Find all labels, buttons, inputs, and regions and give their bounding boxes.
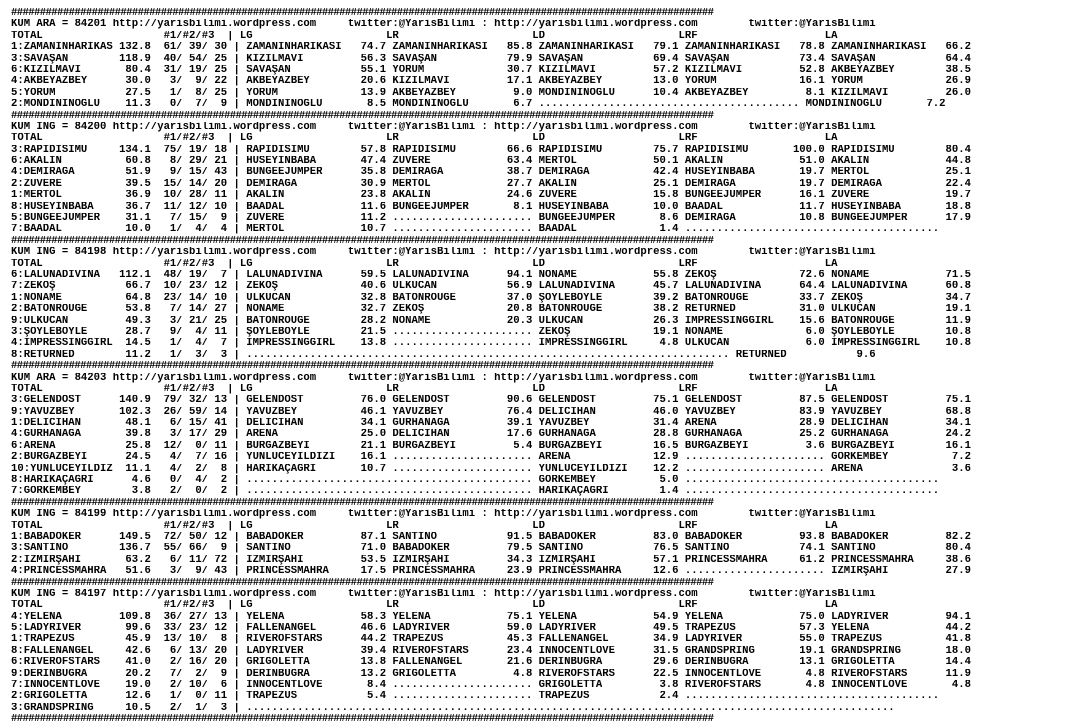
separator-line: ########################################################################################################################## (11, 8, 714, 19)
race-header: KUM ING = 84197 http://yarisbilimi.wordpress.com twitter:@YarisBilimi : http://yarisbilimi.wordpress.com twitter:@YarisBilimi (11, 588, 876, 600)
table-row: 10:YÜNLÜCEYILDIZ 11.1 4/ 2/ 8 | HARİKAÇAĞRI 10.7 ...................... YÜNLÜCEYILDIZI 12.2 ...................... ARENA 3.6 (11, 463, 971, 475)
column-headers: TOTAL #1/#2/#3 | LG LR LD LRF LA (11, 600, 838, 612)
table-row: 9:ÜLKÜCAN 49.3 3/ 21/ 25 | BATONROUGE 28.2 NONAME 20.3 ÜLKÜCAN 26.3 İMPRESSINGGIRL 15.6 BATONROUGE 11.9 (11, 315, 971, 327)
race-block (11, 19, 971, 110)
table-row: 6:RIVEROFSTARS 41.0 2/ 16/ 20 | GRIGOLETTA 13.8 FALLENANGEL 21.6 DERİNBUĞRA 29.6 DERİNBUĞRA 13.1 GRIGOLETTA 14.4 (11, 657, 971, 669)
race-report (11, 8, 971, 726)
table-row: 5:LADYRIVER 99.6 33/ 23/ 12 | FALLENANGEL 46.6 LADYRIVER 59.0 LADYRIVER 49.5 TRAPEZUS 57.3 YELENA 44.2 (11, 623, 971, 635)
table-row: 3:GELENDOST 140.9 79/ 32/ 13 | GELENDOST 76.0 GELENDOST 90.6 GELENDOST 75.1 GELENDOST 87.5 GELENDOST 75.1 (11, 395, 971, 407)
table-row: 1:MERTOL 36.9 10/ 28/ 11 | AKALIN 23.8 AKALIN 24.6 ZUVERE 15.8 BUNGEEJUMPER 16.1 ZUVERE 19.7 (11, 190, 971, 202)
table-row: 9:YAVUZBEY 102.3 26/ 59/ 14 | YAVUZBEY 46.1 YAVUZBEY 76.4 DELİCİHAN 46.0 YAVUZBEY 83.9 YAVUZBEY 68.8 (11, 406, 971, 418)
table-row: 7:ZEKOŞ 66.7 10/ 23/ 12 | ZEKOŞ 40.6 ÜLKÜCAN 56.9 LALUNADIVINA 45.7 LALUNADIVINA 64.4 LALUNADIVINA 60.8 (11, 281, 971, 293)
race-block (11, 509, 971, 577)
table-row: 9:DERİNBUĞRA 20.2 7/ 2/ 9 | DERİNBUĞRA 13.2 GRIGOLETTA 4.8 RIVEROFSTARS 22.5 INNOCENTLOVE 4.8 RIVEROFSTARS 11.9 (11, 668, 971, 680)
table-row: 3:SAVAŞAN 118.9 40/ 54/ 25 | KIZILMAVİ 56.3 SAVAŞAN 79.9 SAVAŞAN 69.4 SAVAŞAN 73.4 SAVAŞAN 64.4 (11, 53, 971, 65)
column-headers: TOTAL #1/#2/#3 | LG LR LD LRF LA (11, 383, 838, 395)
separator-line: ########################################################################################################################## (11, 577, 714, 589)
table-row: 4:İMPRESSINGGIRL 14.5 1/ 4/ 7 | İMPRESSINGGIRL 13.8 ...................... İMPRESSINGGIRL 4.8 ÜLKÜCAN 6.0 İMPRESSINGGIRL 10.8 (11, 338, 971, 350)
table-row: 7:GÖRKEMBEY 3.8 2/ 0/ 2 | ............................................. HARİKAÇAĞRI 1.4 ........................................ (11, 486, 940, 498)
table-row: 2:MONDİNİNOĞLU 11.3 0/ 7/ 9 | MONDİNİNOĞLU 8.5 MONDİNİNOĞLU 6.7 ......................................... MONDİNİNOĞLU 7.2 (11, 99, 946, 111)
table-row: 1:NONAME 64.8 23/ 14/ 10 | ÜLKÜCAN 32.8 BATONROUGE 37.0 ŞOYLEBÖYLE 39.2 BATONROUGE 33.7 ZEKOŞ 34.7 (11, 292, 971, 304)
separator-line: ########################################################################################################################## (11, 235, 714, 247)
race-header: KUM ARA = 84203 http://yarisbilimi.wordpress.com twitter:@YarisBilimi : http://yarisbilimi.wordpress.com twitter:@YarisBilimi (11, 372, 876, 384)
table-row: 2:ZUVERE 39.5 15/ 14/ 20 | DEMİRAĞA 30.9 MERTOL 27.7 AKALIN 25.1 DEMİRAĞA 19.7 DEMİRAĞA 22.4 (11, 178, 971, 190)
table-row: 4:PRİNCESSMAHRA 51.6 3/ 9/ 43 | PRİNCESSMAHRA 17.5 PRİNCESSMAHRA 23.9 PRİNCESSMAHRA 12.6 ...................... İZMİRŞAHİ 27.9 (11, 566, 971, 578)
table-row: 1:TRAPEZUS 45.9 13/ 10/ 8 | RIVEROFSTARS 44.2 TRAPEZUS 45.3 FALLENANGEL 34.9 LADYRIVER 55.0 TRAPEZUS 41.8 (11, 634, 971, 646)
separator-line: ########################################################################################################################## (11, 361, 714, 373)
table-row: 3:GRANDSPRING 10.5 2/ 1/ 3 | ...................................................................................................... (11, 702, 895, 714)
race-header: KUM ING = 84198 http://yarisbilimi.wordpress.com twitter:@YarisBilimi : http://yarisbilimi.wordpress.com twitter:@YarisBilimi (11, 247, 876, 259)
race-header: KUM ARA = 84201 http://yarisbilimi.wordpress.com twitter:@YarisBilimi : http://yarisbilimi.wordpress.com twitter:@YarisBilimi (11, 19, 876, 31)
table-row: 3:SANTİNO 136.7 55/ 66/ 9 | SANTİNO 71.0 BABADÖKER 79.5 SANTİNO 76.5 SANTİNO 74.1 SANTİNO 80.4 (11, 543, 971, 555)
table-row: 7:INNOCENTLOVE 19.0 2/ 10/ 6 | INNOCENTLOVE 8.4 ...................... GRIGOLETTA 3.8 RIVEROFSTARS 4.8 INNOCENTLOVE 4.8 (11, 680, 971, 692)
table-row: 2:BURGAZBEYİ 24.5 4/ 7/ 16 | YÜNLÜCEYILDIZI 16.1 ...................... ARENA 12.9 ...................... GÖRKEMBEY 7.2 (11, 452, 971, 464)
table-row: 2:BATONROUGE 53.8 7/ 14/ 27 | NONAME 32.7 ZEKOŞ 20.8 BATONROUGE 38.2 RETURNED 31.0 ÜLKÜCAN 19.1 (11, 304, 971, 316)
race-block (11, 122, 971, 236)
table-row: 4:GÜRHANAĞA 39.8 3/ 17/ 29 | ARENA 25.0 DELİCİHAN 17.6 GÜRHANAĞA 28.8 GÜRHANAĞA 25.2 GÜRHANAĞA 24.2 (11, 429, 971, 441)
separator-line: ########################################################################################################################## (11, 110, 714, 122)
table-row: 3:ŞÖYLEBÖYLE 28.7 9/ 4/ 11 | ŞÖYLEBÖYLE 21.5 ...................... ZEKOŞ 19.1 NONAME 6.0 ŞÖYLEBÖYLE 10.8 (11, 326, 971, 338)
race-header: KUM ING = 84199 http://yarisbilimi.wordpress.com twitter:@YarisBilimi : http://yarisbilimi.wordpress.com twitter:@YarisBilimi (11, 509, 876, 521)
table-row: 6:ARENA 25.8 12/ 0/ 11 | BURGAZBEYİ 21.1 BURGAZBEYİ 5.4 BURGAZBEYİ 16.5 BURGAZBEYİ 3.6 BURGAZBEYİ 16.1 (11, 440, 971, 452)
column-headers: TOTAL #1/#2/#3 | LG LR LD LRF LA (11, 520, 838, 532)
table-row: 8:FALLENANGEL 42.6 6/ 13/ 20 | LADYRIVER 39.4 RIVEROFSTARS 23.4 INNOCENTLOVE 31.5 GRANDSPRING 19.1 GRANDSPRING 18.0 (11, 645, 971, 657)
table-row: 4:DEMİRAĞA 51.9 9/ 15/ 43 | BUNGEEJUMPER 35.8 DEMİRAĞA 38.7 DEMİRAĞA 42.4 HÜSEYİNBABA 19.7 MERTOL 25.1 (11, 167, 971, 179)
table-row: 6:LALUNADIVINA 112.1 48/ 19/ 7 | LALUNADIVINA 59.5 LALUNADIVINA 94.1 NONAME 55.8 ZEKOŞ 72.6 NONAME 71.5 (11, 269, 971, 281)
table-row: 3:RAPİDİSİMU 134.1 75/ 19/ 18 | RAPİDİSİMU 57.8 RAPİDİSİMU 66.6 RAPİDİSİMU 75.7 RAPİDİSİMU 100.0 RAPİDİSİMU 80.4 (11, 144, 971, 156)
column-headers: TOTAL #1/#2/#3 | LG LR LD LRF LA (11, 30, 838, 42)
table-row: 5:BUNGEEJUMPER 31.1 7/ 15/ 9 | ZUVERE 11.2 ...................... BUNGEEJUMPER 8.6 DEMİRAĞA 10.8 BUNGEEJUMPER 17.9 (11, 213, 971, 225)
table-row: 1:BABADÖKER 149.5 72/ 50/ 12 | BABADÖKER 87.1 SANTİNO 91.5 BABADÖKER 83.0 BABADÖKER 93.8 BABADÖKER 82.2 (11, 531, 971, 543)
table-row: 2:GRIGOLETTA 12.6 1/ 0/ 11 | TRAPEZUS 5.4 ...................... TRAPEZUS 2.4 ........................................ (11, 691, 940, 703)
table-row: 4:AKBEYAZBEY 30.0 3/ 9/ 22 | AKBEYAZBEY 20.6 KIZILMAVİ 17.1 AKBEYAZBEY 13.0 YORUM 16.1 YORUM 26.9 (11, 76, 971, 88)
separator-line: ########################################################################################################################## (11, 714, 714, 726)
table-row: 4:YELENA 109.8 36/ 27/ 13 | YELENA 58.3 YELENA 75.1 YELENA 54.9 YELENA 75.0 LADYRIVER 94.1 (11, 611, 971, 623)
table-row: 6:KIZILMAVİ 80.4 31/ 19/ 25 | SAVAŞAN 55.1 YORUM 30.7 KIZILMAVİ 57.2 KIZILMAVİ 52.8 AKBEYAZBEY 38.5 (11, 64, 971, 76)
table-row: 6:AKALIN 60.8 8/ 29/ 21 | HÜSEYİNBABA 47.4 ZUVERE 63.4 MERTOL 50.1 AKALIN 51.0 AKALIN 44.8 (11, 156, 971, 168)
column-headers: TOTAL #1/#2/#3 | LG LR LD LRF LA (11, 258, 838, 270)
table-row: 8:RETURNED 11.2 1/ 3/ 3 | ............................................................................ RETURNED 9.6 (11, 349, 876, 361)
race-block (11, 589, 971, 714)
table-row: 5:YORUM 27.5 1/ 8/ 25 | YORUM 13.9 AKBEYAZBEY 9.0 MONDİNİNOĞLU 10.4 AKBEYAZBEY 8.1 KIZILMAVİ 26.0 (11, 87, 971, 99)
table-row: 7:BAADAL 10.0 1/ 4/ 4 | MERTOL 10.7 ...................... BAADAL 1.4 ........................................ (11, 224, 940, 236)
table-row: 1:ZAMANINHARIKAS 132.8 61/ 39/ 30 | ZAMANINHARİKASI 74.7 ZAMANINHARİKASI 85.8 ZAMANINHARİKASI 79.1 ZAMANINHARİKASI 78.8 ZAMANINHARİKASI 66.2 (11, 42, 971, 54)
race-block (11, 247, 971, 361)
table-row: 2:İZMİRŞAHİ 63.2 6/ 11/ 72 | İZMİRŞAHİ 53.5 İZMİRŞAHİ 34.3 İZMİRŞAHİ 57.1 PRİNCESSMAHRA 61.2 PRİNCESSMAHRA 38.6 (11, 554, 971, 566)
separator-line: ########################################################################################################################## (11, 497, 714, 509)
table-row: 8:HÜSEYİNBABA 36.7 11/ 12/ 10 | BAADAL 11.6 BUNGEEJUMPER 8.1 HÜSEYİNBABA 10.0 BAADAL 11.7 HÜSEYİNBABA 18.8 (11, 201, 971, 213)
race-header: KUM ING = 84200 http://yarisbilimi.wordpress.com twitter:@YarisBilimi : http://yarisbilimi.wordpress.com twitter:@YarisBilimi (11, 121, 876, 133)
column-headers: TOTAL #1/#2/#3 | LG LR LD LRF LA (11, 133, 838, 145)
table-row: 8:HARİKAÇAĞRI 4.6 0/ 4/ 2 | ............................................. GÖRKEMBEY 5.0 ........................................ (11, 475, 940, 487)
race-block (11, 373, 971, 498)
table-row: 1:DELİCİHAN 48.1 6/ 15/ 41 | DELİCİHAN 34.1 GÜRHANAĞA 39.1 YAVUZBEY 31.4 ARENA 28.9 DELİCİHAN 34.1 (11, 418, 971, 430)
